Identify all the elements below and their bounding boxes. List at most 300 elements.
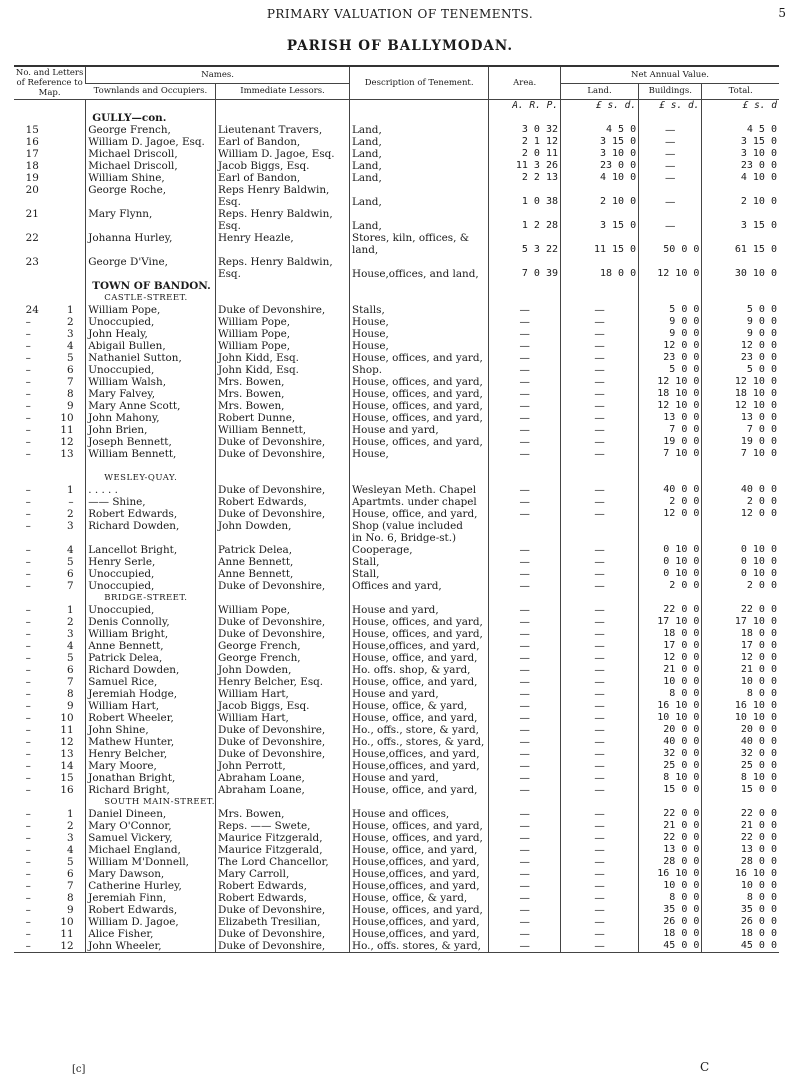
description-cell: House and yard,	[350, 604, 489, 616]
map-reference-cell	[14, 892, 86, 904]
total-value-cell: 12 10 0	[702, 376, 779, 388]
occupier-cell: William Pope,	[86, 304, 216, 316]
land-value-cell: 3 10 0	[561, 148, 639, 160]
description-cell: Land,	[350, 136, 489, 148]
buildings-value-cell: 32 0 0	[639, 748, 702, 760]
names-header: Names.	[86, 66, 350, 83]
lessor-cell: Esq.	[216, 196, 350, 208]
description-cell: in No. 6, Bridge-st.)	[350, 532, 489, 544]
map-letter: –	[68, 496, 74, 508]
description-cell: House,	[350, 328, 489, 340]
spacer-row	[14, 460, 779, 472]
lessor-cell: Duke of Devonshire,	[216, 448, 350, 460]
lessor-cell: Esq.	[216, 220, 350, 232]
map-letter: 12	[60, 736, 74, 748]
map-number: –	[25, 424, 31, 436]
map-letter: 4	[66, 544, 74, 556]
map-letter: 2	[66, 616, 74, 628]
buildings-value-cell: 45 0 0	[639, 940, 702, 953]
description-cell: House, office, and yard,	[350, 652, 489, 664]
occupier-cell: Catherine Hurley,	[86, 880, 216, 892]
map-number: 16	[25, 136, 39, 148]
map-reference-cell	[14, 700, 86, 712]
buildings-value-cell: —	[639, 196, 702, 208]
map-reference-cell	[14, 868, 86, 880]
map-reference-cell	[14, 220, 86, 232]
lessor-cell: The Lord Chancellor,	[216, 856, 350, 868]
occupier-cell: William Bennett,	[86, 448, 216, 460]
buildings-value-cell: 16 10 0	[639, 700, 702, 712]
buildings-value-cell: 0 10 0	[639, 568, 702, 580]
area-cell: —	[489, 652, 561, 664]
table-row	[14, 484, 779, 496]
map-number: 21	[25, 208, 39, 220]
description-cell: House, offices, and yard,	[350, 616, 489, 628]
buildings-value-cell: 26 0 0	[639, 916, 702, 928]
table-row	[14, 556, 779, 568]
lessor-cell: Earl of Bandon,	[216, 172, 350, 184]
lessor-cell: William Pope,	[216, 340, 350, 352]
area-cell: —	[489, 628, 561, 640]
ref-header: No. and Letters of Reference to Map.	[14, 66, 86, 100]
map-number: –	[25, 640, 31, 652]
area-cell: 1 0 38	[489, 196, 561, 208]
map-letter: 10	[60, 916, 74, 928]
occupier-cell: George Roche,	[86, 184, 216, 196]
footer-sheet-letter: C	[700, 1060, 710, 1074]
table-row	[14, 712, 779, 724]
occupier-cell: Samuel Vickery,	[86, 832, 216, 844]
map-letter: 3	[66, 832, 74, 844]
map-reference-cell	[14, 940, 86, 953]
lessor-cell: George French,	[216, 652, 350, 664]
buildings-value-cell: 0 10 0	[639, 556, 702, 568]
total-value-cell	[702, 208, 779, 220]
map-letter: 15	[60, 772, 74, 784]
area-cell: —	[489, 712, 561, 724]
lessor-cell: Mrs. Bowen,	[216, 400, 350, 412]
occupier-cell: Alice Fisher,	[86, 928, 216, 940]
occupier-cell: —— Shine,	[86, 496, 216, 508]
area-cell: —	[489, 544, 561, 556]
total-value-cell: 16 10 0	[702, 868, 779, 880]
total-value-cell: 8 0 0	[702, 892, 779, 904]
table-row	[14, 808, 779, 820]
occupier-cell: Unoccupied,	[86, 604, 216, 616]
occupier-cell: Denis Connolly,	[86, 616, 216, 628]
lessor-cell: Duke of Devonshire,	[216, 436, 350, 448]
area-cell: 11 3 26	[489, 160, 561, 172]
map-letter: 9	[66, 700, 74, 712]
table-row	[14, 928, 779, 940]
map-reference-cell	[14, 784, 86, 796]
description-cell: House, offices, and yard,	[350, 904, 489, 916]
map-number: –	[25, 856, 31, 868]
map-number: –	[25, 904, 31, 916]
lessor-cell: Robert Edwards,	[216, 892, 350, 904]
total-value-cell: 21 0 0	[702, 664, 779, 676]
occupier-cell: Abigail Bullen,	[86, 340, 216, 352]
description-cell: Ho., offs., stores, & yard,	[350, 736, 489, 748]
total-value-cell: 23 0 0	[702, 352, 779, 364]
table-row	[14, 664, 779, 676]
total-value-cell: 2 0 0	[702, 496, 779, 508]
map-reference-cell	[14, 508, 86, 520]
occupier-cell	[86, 196, 216, 208]
table-row	[14, 760, 779, 772]
description-cell: House and yard,	[350, 424, 489, 436]
lessor-cell: Reps. Henry Baldwin,	[216, 256, 350, 268]
map-letter: 6	[66, 364, 74, 376]
land-value-cell: —	[561, 760, 639, 772]
map-reference-cell	[14, 916, 86, 928]
buildings-value-cell: 15 0 0	[639, 784, 702, 796]
area-cell: —	[489, 508, 561, 520]
occupier-cell: Unoccupied,	[86, 568, 216, 580]
buildings-value-cell: 21 0 0	[639, 820, 702, 832]
lessor-cell: Earl of Bandon,	[216, 136, 350, 148]
total-value-cell: 12 10 0	[702, 400, 779, 412]
occupier-cell: John Shine,	[86, 724, 216, 736]
table-row	[14, 364, 779, 376]
map-reference-cell	[14, 364, 86, 376]
buildings-value-cell	[639, 520, 702, 532]
buildings-value-cell: 21 0 0	[639, 664, 702, 676]
table-row	[14, 412, 779, 424]
land-value-cell: —	[561, 904, 639, 916]
description-cell	[350, 208, 489, 220]
map-letter: 4	[66, 640, 74, 652]
total-value-cell: 40 0 0	[702, 484, 779, 496]
total-value-cell: 13 0 0	[702, 844, 779, 856]
occupier-cell: Mary Dawson,	[86, 868, 216, 880]
area-cell: —	[489, 364, 561, 376]
total-value-cell: 2 10 0	[702, 196, 779, 208]
buildings-value-cell: 40 0 0	[639, 484, 702, 496]
map-letter: 2	[66, 508, 74, 520]
map-letter: 5	[66, 856, 74, 868]
map-number: –	[25, 568, 31, 580]
table-row	[14, 268, 779, 280]
map-letter: 9	[66, 400, 74, 412]
land-units: £ s. d.	[561, 100, 639, 113]
table-row	[14, 676, 779, 688]
occupier-cell: Richard Dowden,	[86, 664, 216, 676]
land-value-cell: —	[561, 868, 639, 880]
area-header: Area.	[489, 66, 561, 100]
map-number: –	[25, 712, 31, 724]
lessor-cell: William Bennett,	[216, 424, 350, 436]
land-value-cell: —	[561, 340, 639, 352]
page-number: 5	[778, 6, 786, 20]
description-cell: Land,	[350, 172, 489, 184]
buildings-value-cell: 10 0 0	[639, 676, 702, 688]
occupier-cell: Mary Flynn,	[86, 208, 216, 220]
description-cell: Stalls,	[350, 304, 489, 316]
map-reference-cell	[14, 832, 86, 844]
buildings-value-cell: 19 0 0	[639, 436, 702, 448]
area-cell: 3 0 32	[489, 124, 561, 136]
lessor-cell: John Dowden,	[216, 664, 350, 676]
occupier-cell: Joseph Bennett,	[86, 436, 216, 448]
map-number: –	[25, 700, 31, 712]
map-letter: 7	[66, 580, 74, 592]
area-cell: —	[489, 808, 561, 820]
occupier-cell	[86, 532, 216, 544]
area-cell: —	[489, 376, 561, 388]
total-value-cell: 32 0 0	[702, 748, 779, 760]
land-value-cell: —	[561, 832, 639, 844]
table-row	[14, 652, 779, 664]
occupier-cell: Mathew Hunter,	[86, 736, 216, 748]
map-reference-cell	[14, 232, 86, 244]
map-reference-cell	[14, 568, 86, 580]
occupier-cell: John Healy,	[86, 328, 216, 340]
lessor-cell: Maurice Fitzgerald,	[216, 832, 350, 844]
map-number: –	[25, 652, 31, 664]
lessor-cell: Reps. —— Swete,	[216, 820, 350, 832]
lessor-cell: Duke of Devonshire,	[216, 484, 350, 496]
description-cell: House, office, and yard,	[350, 676, 489, 688]
area-cell: —	[489, 868, 561, 880]
total-value-cell: 61 15 0	[702, 244, 779, 256]
map-letter: 6	[66, 664, 74, 676]
description-cell: House, office, and yard,	[350, 712, 489, 724]
street-heading-row	[14, 592, 779, 604]
land-value-cell: —	[561, 496, 639, 508]
map-reference-cell	[14, 748, 86, 760]
occupier-cell: Mary Anne Scott,	[86, 400, 216, 412]
land-value-cell: —	[561, 820, 639, 832]
map-reference-cell	[14, 148, 86, 160]
map-reference-cell	[14, 844, 86, 856]
map-reference-cell	[14, 388, 86, 400]
buildings-value-cell: 2 0 0	[639, 496, 702, 508]
occupier-cell: Mary Moore,	[86, 760, 216, 772]
townland-heading: TOWN OF BANDON.	[86, 280, 216, 292]
description-cell: House,offices, and yard,	[350, 868, 489, 880]
table-row	[14, 700, 779, 712]
lessor-cell: Duke of Devonshire,	[216, 628, 350, 640]
map-letter: 16	[60, 784, 74, 796]
map-reference-cell	[14, 352, 86, 364]
map-number: –	[25, 400, 31, 412]
total-value-cell: 9 0 0	[702, 328, 779, 340]
occupier-cell: John Wheeler,	[86, 940, 216, 953]
map-number: –	[25, 940, 31, 952]
area-cell: —	[489, 412, 561, 424]
total-value-cell: 9 0 0	[702, 316, 779, 328]
table-row	[14, 352, 779, 364]
land-value-cell: —	[561, 424, 639, 436]
land-value-cell: —	[561, 928, 639, 940]
map-letter: 6	[66, 868, 74, 880]
occupier-cell: Jonathan Bright,	[86, 772, 216, 784]
table-row	[14, 844, 779, 856]
description-cell: House, office, and yard,	[350, 844, 489, 856]
land-value-cell: —	[561, 568, 639, 580]
area-cell: —	[489, 640, 561, 652]
map-letter: 12	[60, 436, 74, 448]
map-letter: 7	[66, 880, 74, 892]
townlands-header: Townlands and Occupiers.	[86, 83, 216, 99]
occupier-cell: Richard Bright,	[86, 784, 216, 796]
map-reference-cell	[14, 724, 86, 736]
area-cell: —	[489, 844, 561, 856]
map-number: 20	[25, 184, 39, 196]
occupier-cell: William D. Jagoe, Esq.	[86, 136, 216, 148]
land-value-cell: —	[561, 784, 639, 796]
map-number: –	[25, 364, 31, 376]
lessor-cell: William Pope,	[216, 316, 350, 328]
area-cell: —	[489, 904, 561, 916]
map-reference-cell	[14, 172, 86, 184]
lessor-cell: William Pope,	[216, 328, 350, 340]
total-value-cell: 12 0 0	[702, 508, 779, 520]
area-cell: —	[489, 496, 561, 508]
total-value-cell: 45 0 0	[702, 940, 779, 953]
land-value-cell: —	[561, 544, 639, 556]
lessor-cell: Mrs. Bowen,	[216, 376, 350, 388]
table-row	[14, 424, 779, 436]
buildings-value-cell	[639, 184, 702, 196]
table-row	[14, 868, 779, 880]
map-reference-cell	[14, 880, 86, 892]
total-value-cell: 23 0 0	[702, 160, 779, 172]
map-reference-cell	[14, 736, 86, 748]
lessor-cell: Henry Heazle,	[216, 232, 350, 244]
map-number: –	[25, 676, 31, 688]
description-cell: Shop.	[350, 364, 489, 376]
land-value-cell: —	[561, 916, 639, 928]
total-value-cell: 5 0 0	[702, 364, 779, 376]
occupier-cell: Michael Driscoll,	[86, 160, 216, 172]
buildings-value-cell: 25 0 0	[639, 760, 702, 772]
table-row	[14, 436, 779, 448]
buildings-value-cell: 8 0 0	[639, 892, 702, 904]
area-cell: —	[489, 700, 561, 712]
map-reference-cell	[14, 856, 86, 868]
land-value-cell: —	[561, 328, 639, 340]
occupier-cell: George French,	[86, 124, 216, 136]
area-cell: —	[489, 736, 561, 748]
lessor-cell: Reps. Henry Baldwin,	[216, 208, 350, 220]
map-number: 17	[25, 148, 39, 160]
map-letter: 4	[66, 340, 74, 352]
buildings-value-cell: 12 0 0	[639, 340, 702, 352]
map-reference-cell	[14, 676, 86, 688]
lessor-cell: Robert Dunne,	[216, 412, 350, 424]
land-value-cell: —	[561, 316, 639, 328]
map-number: 15	[25, 124, 39, 136]
description-cell: House, office, and yard,	[350, 784, 489, 796]
land-value-cell: 18 0 0	[561, 268, 639, 280]
area-cell	[489, 532, 561, 544]
area-cell	[489, 520, 561, 532]
map-reference-cell	[14, 904, 86, 916]
buildings-value-cell: 28 0 0	[639, 856, 702, 868]
map-letter: 1	[66, 484, 74, 496]
table-row	[14, 748, 779, 760]
table-row	[14, 580, 779, 592]
street-heading: WESLEY-QUAY.	[86, 472, 216, 484]
description-cell: House, offices, and yard,	[350, 436, 489, 448]
occupier-cell: . . . . .	[86, 484, 216, 496]
description-cell: land,	[350, 244, 489, 256]
land-value-cell: —	[561, 652, 639, 664]
area-cell	[489, 232, 561, 244]
map-reference-cell	[14, 484, 86, 496]
buildings-value-cell: 10 0 0	[639, 880, 702, 892]
buildings-value-cell: 8 10 0	[639, 772, 702, 784]
lessor-cell: Duke of Devonshire,	[216, 736, 350, 748]
map-number: –	[25, 448, 31, 460]
total-value-cell: 3 10 0	[702, 148, 779, 160]
buildings-value-cell	[639, 256, 702, 268]
buildings-value-cell: 18 0 0	[639, 628, 702, 640]
total-value-cell: 18 10 0	[702, 388, 779, 400]
area-cell: 2 2 13	[489, 172, 561, 184]
description-cell: House and yard,	[350, 688, 489, 700]
buildings-value-cell: 18 0 0	[639, 928, 702, 940]
land-value-cell: —	[561, 664, 639, 676]
map-reference-cell	[14, 628, 86, 640]
map-number: –	[25, 376, 31, 388]
table-row	[14, 724, 779, 736]
map-letter: 2	[66, 316, 74, 328]
map-number: –	[25, 928, 31, 940]
buildings-value-cell: 40 0 0	[639, 736, 702, 748]
land-value-cell: —	[561, 556, 639, 568]
net-value-header: Net Annual Value.	[561, 66, 779, 83]
table-row	[14, 124, 779, 136]
lessors-header: Immediate Lessors.	[216, 83, 350, 99]
units-row	[14, 100, 779, 113]
total-value-cell	[702, 532, 779, 544]
map-number: –	[25, 436, 31, 448]
lessor-cell: William Hart,	[216, 688, 350, 700]
area-cell: —	[489, 772, 561, 784]
buildings-value-cell: 17 0 0	[639, 640, 702, 652]
map-number: –	[25, 868, 31, 880]
total-header: Total.	[702, 83, 779, 99]
map-reference-cell	[14, 688, 86, 700]
map-number: 19	[25, 172, 39, 184]
map-letter: 10	[60, 412, 74, 424]
table-row	[14, 388, 779, 400]
total-value-cell: 25 0 0	[702, 760, 779, 772]
occupier-cell: John Brien,	[86, 424, 216, 436]
map-letter: 8	[66, 688, 74, 700]
buildings-value-cell: 7 0 0	[639, 424, 702, 436]
map-number: –	[25, 352, 31, 364]
lessor-cell: Abraham Loane,	[216, 772, 350, 784]
map-reference-cell	[14, 196, 86, 208]
land-value-cell: —	[561, 364, 639, 376]
buildings-value-cell: 5 0 0	[639, 304, 702, 316]
occupier-cell: Johanna Hurley,	[86, 232, 216, 244]
land-value-cell: 23 0 0	[561, 160, 639, 172]
occupier-cell: Samuel Rice,	[86, 676, 216, 688]
buildings-value-cell: —	[639, 172, 702, 184]
land-value-cell: —	[561, 688, 639, 700]
map-reference-cell	[14, 616, 86, 628]
table-row	[14, 160, 779, 172]
table-row	[14, 628, 779, 640]
map-reference-cell	[14, 808, 86, 820]
buildings-value-cell: 12 10 0	[639, 400, 702, 412]
table-row	[14, 496, 779, 508]
